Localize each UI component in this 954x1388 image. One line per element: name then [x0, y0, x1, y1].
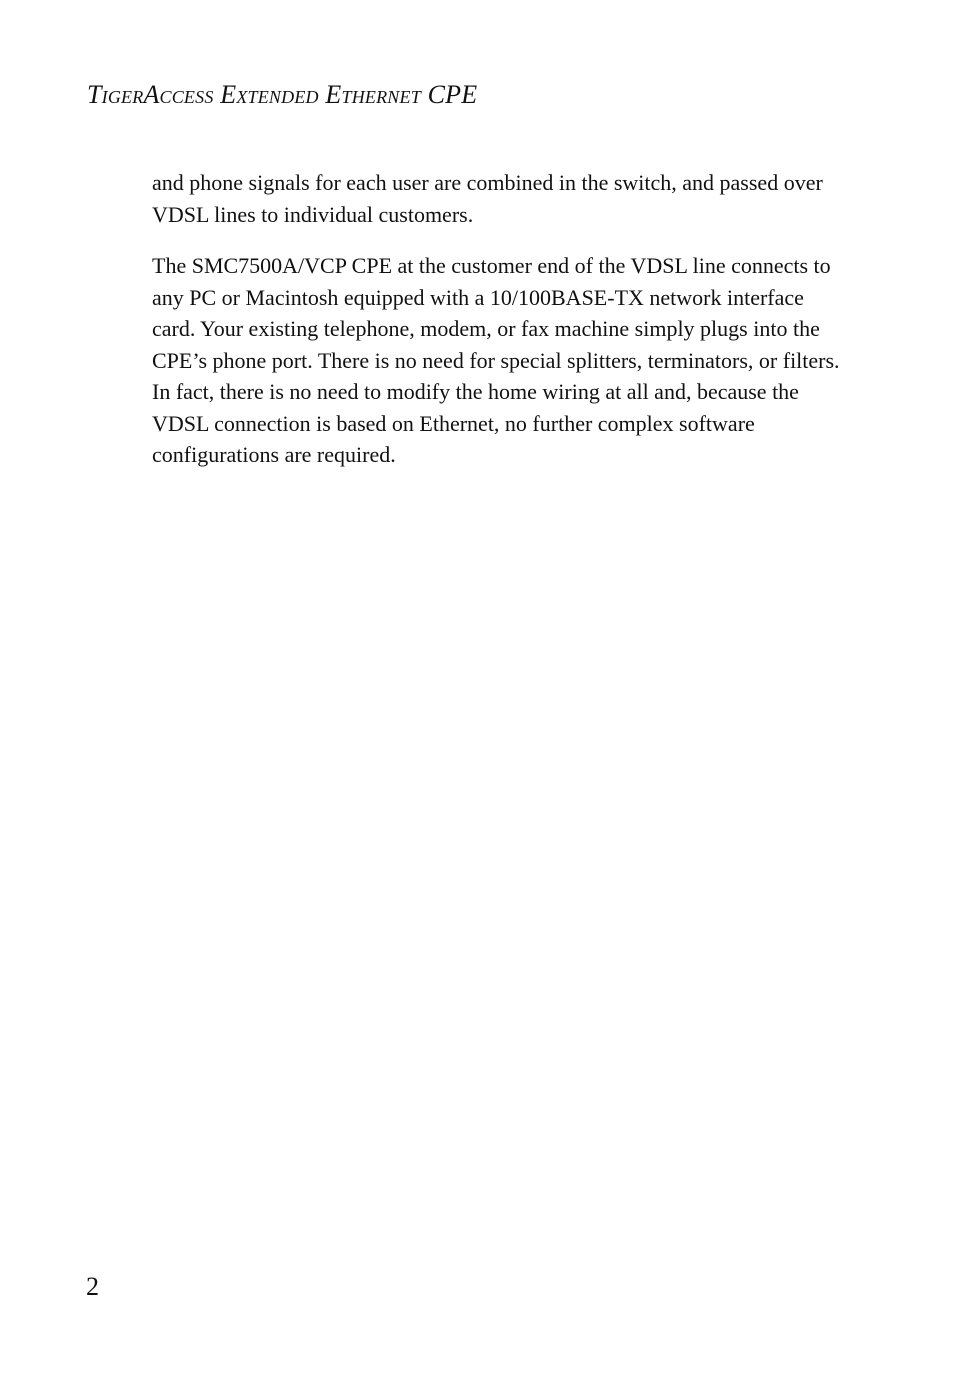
paragraph-cpe-description: The SMC7500A/VCP CPE at the customer end of the VDSL line connects to any PC or Macintosh equipped with a 10/100BASE-TX network interface card. Your existing telephone, modem, or fax machine simply plugs into the CPE’s phone port. There is no need for special splitters, terminators, or filters. In fact, there is no need to modify the home wiring at all and, because the VDSL connection is based on Ethernet, no further complex software configurations are required. [152, 253, 840, 467]
running-header-title: TigerAccess Extended Ethernet CPE [87, 80, 478, 109]
page-number: 2 [86, 1272, 99, 1301]
paragraph-continuation: and phone signals for each user are combined in the switch, and passed over VDSL lines to individual customers. [152, 170, 823, 227]
body-text [152, 167, 842, 491]
